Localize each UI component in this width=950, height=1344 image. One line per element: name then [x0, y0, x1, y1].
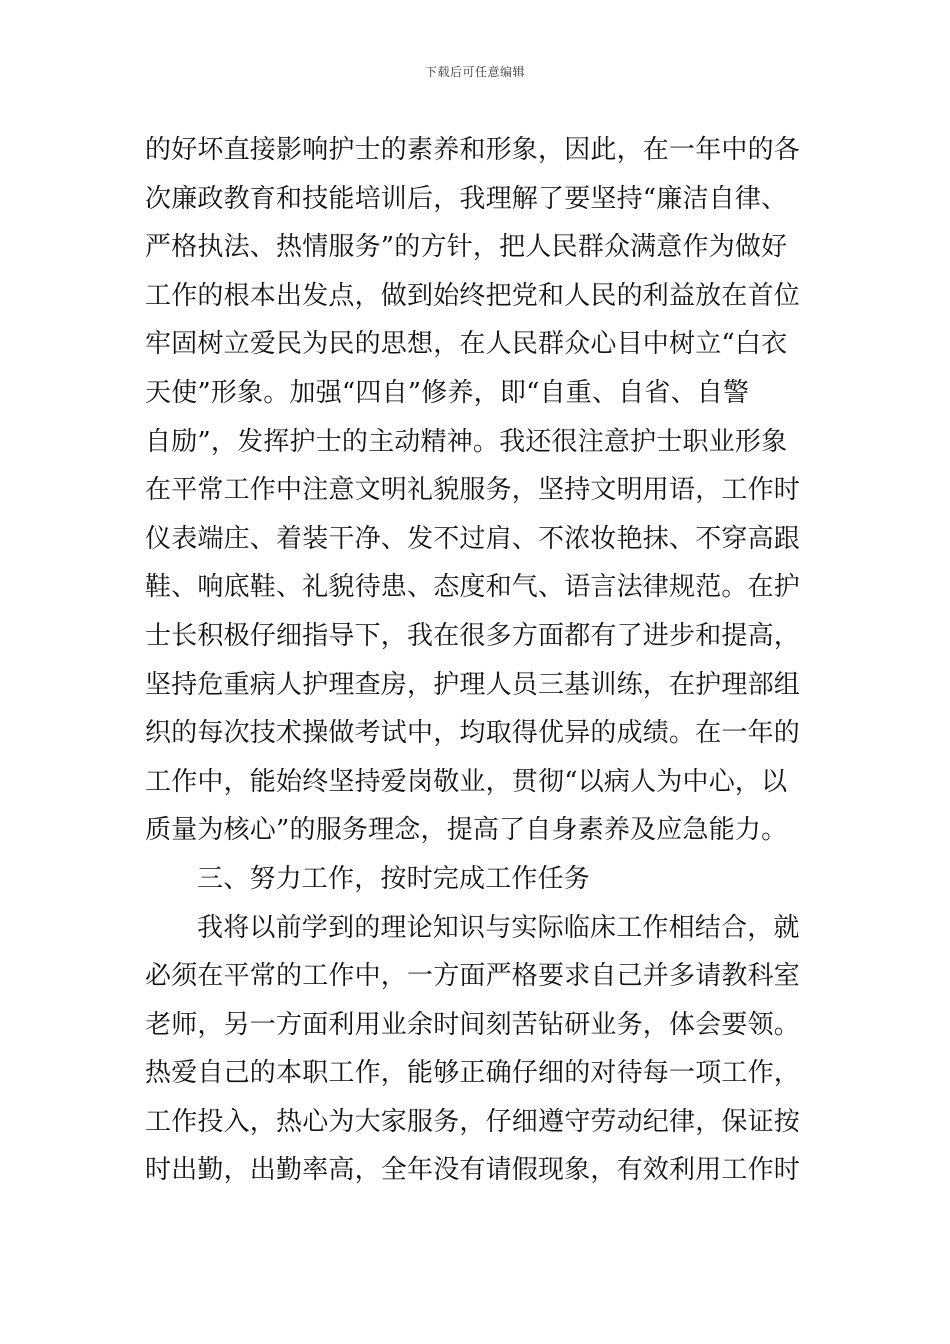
- paragraph-line: 次廉政教育和技能培训后，我理解了要坚持“廉洁自律、: [145, 183, 788, 214]
- paragraph-line: 质量为核心”的服务理念，提高了自身素养及应急能力。: [145, 815, 788, 846]
- paragraph-line: 的好坏直接影响护士的素养和形象，因此，在一年中的各: [145, 135, 801, 165]
- paragraph-line: 士长积极仔细指导下，我在很多方面都有了进步和提高，: [145, 620, 801, 651]
- paragraph-line: 织的每次技术操做考试中，均取得优异的成绩。在一年的: [145, 718, 801, 749]
- paragraph-line-indented: 三、努力工作，按时完成工作任务: [197, 863, 591, 894]
- paragraph-line: 老师，另一方面利用业余时间刻苦钻研业务，体会要领。: [145, 1009, 801, 1040]
- paragraph-line-indented: 我将以前学到的理论知识与实际临床工作相结合，就: [197, 912, 800, 943]
- paragraph-line: 在平常工作中注意文明礼貌服务，坚持文明用语，工作时: [145, 475, 801, 506]
- paragraph-line: 坚持危重病人护理查房，护理人员三基训练，在护理部组: [145, 669, 801, 700]
- paragraph-line: 鞋、响底鞋、礼貌待患、态度和气、语言法律规范。在护: [145, 572, 801, 603]
- paragraph-line: 热爱自己的本职工作，能够正确仔细的对待每一项工作，: [145, 1058, 801, 1089]
- paragraph-line: 工作投入，热心为大家服务，仔细遵守劳动纪律，保证按: [145, 1106, 801, 1137]
- page-header: 下载后可任意编辑: [424, 65, 525, 79]
- paragraph-line: 自励”，发挥护士的主动精神。我还很注意护士职业形象: [145, 426, 788, 457]
- document-body: [145, 126, 815, 1195]
- paragraph-line: 牢固树立爱民为民的思想，在人民群众心目中树立“白衣: [145, 329, 788, 360]
- paragraph-line: 工作的根本出发点，做到始终把党和人民的利益放在首位: [145, 280, 801, 311]
- paragraph-line: 仪表端庄、着装干净、发不过肩、不浓妆艳抹、不穿高跟: [145, 523, 801, 554]
- paragraph-line: 天使”形象。加强“四自”修养，即“自重、自省、自警: [145, 377, 750, 408]
- paragraph-line: 必须在平常的工作中，一方面严格要求自己并多请教科室: [145, 961, 801, 992]
- paragraph-line: 严格执法、热情服务”的方针，把人民群众满意作为做好: [145, 232, 788, 263]
- paragraph-line: 工作中，能始终坚持爱岗敬业，贯彻“以病人为中心，以: [145, 766, 788, 797]
- paragraph-line: 时出勤，出勤率高，全年没有请假现象，有效利用工作时: [145, 1155, 801, 1186]
